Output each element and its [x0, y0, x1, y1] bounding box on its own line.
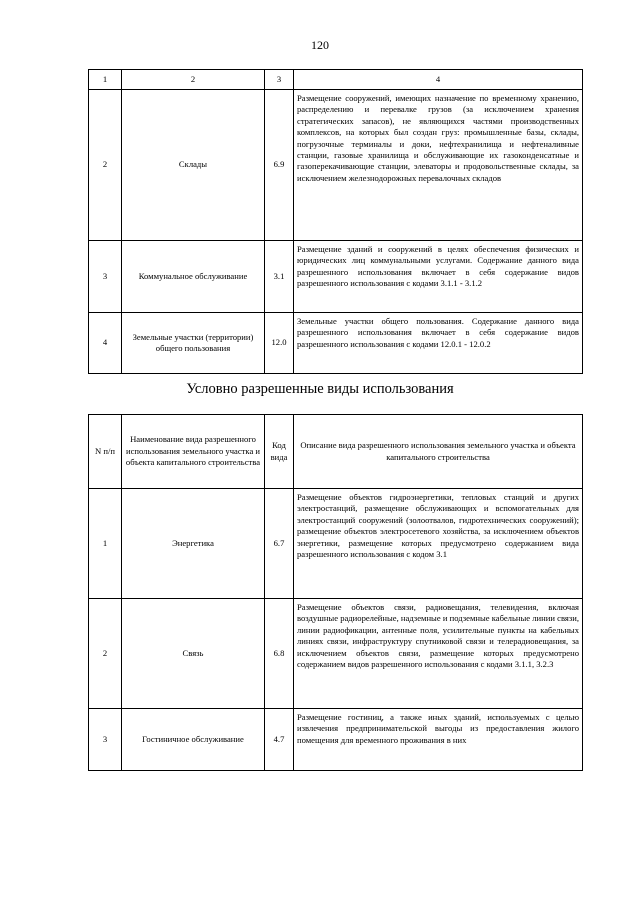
conditionally-permitted-uses-table	[88, 414, 583, 771]
use-type-description: Земельные участки общего пользования. Содержание данного вида разрешенного использования включает в себя содержание видов разрешенного использования с кодами 12.0.1 - 12.0.2	[294, 313, 583, 374]
use-type-name: Энергетика	[122, 489, 265, 599]
table-row	[89, 709, 583, 771]
use-type-code: 6.9	[265, 90, 294, 241]
use-type-code: 3.1	[265, 241, 294, 313]
section-heading: Условно разрешенные виды использования	[186, 381, 454, 397]
table-row	[89, 90, 583, 241]
header-cell-4: 4	[294, 70, 583, 90]
use-type-description: Размещение объектов гидроэнергетики, тепловых станций и других электростанций, размещение обслуживающих и вспомогательных для электростанций сооружений (золоотвалов, гидротехнических сооружений); размещение объектов электросетевого хозяйства, за исключением объектов энергетики, размещение которых предусмотрено содержанием вида разрешенного использования с кодом 3.1	[294, 489, 583, 599]
use-type-description: Размещение зданий и сооружений в целях обеспечения физических и юридических лиц коммунальными услугами. Содержание данного вида разрешенного использования включает в себя содержание видов разрешенного использования с кодами 3.1.1 - 3.1.2	[294, 241, 583, 313]
permitted-uses-table-continued	[88, 69, 583, 374]
table-row	[89, 599, 583, 709]
use-type-name: Склады	[122, 90, 265, 241]
row-number: 3	[89, 709, 122, 771]
use-type-description: Размещение гостиниц, а также иных зданий, используемых с целью извлечения предпринимательской выгоды из предоставления жилого помещения для временного проживания в них	[294, 709, 583, 771]
header-cell-1: 1	[89, 70, 122, 90]
use-type-code: 6.7	[265, 489, 294, 599]
header-cell-3: 3	[265, 70, 294, 90]
row-number: 2	[89, 90, 122, 241]
use-type-name: Гостиничное обслуживание	[122, 709, 265, 771]
table-row	[89, 241, 583, 313]
use-type-code: 4.7	[265, 709, 294, 771]
row-number: 4	[89, 313, 122, 374]
row-number: 3	[89, 241, 122, 313]
header-number: N п/п	[89, 415, 122, 489]
table-row	[89, 489, 583, 599]
table-header-row	[89, 70, 583, 90]
use-type-code: 12.0	[265, 313, 294, 374]
use-type-name: Коммунальное обслуживание	[122, 241, 265, 313]
use-type-name: Связь	[122, 599, 265, 709]
header-description: Описание вида разрешенного использования земельного участка и объекта капитального строительства	[294, 415, 583, 489]
use-type-description: Размещение сооружений, имеющих назначение по временному хранению, распределению и перевалке грузов (за исключением хранения стратегических запасов), не являющихся частями производственных комплексов, на которых был создан груз: промышленные базы, склады, погрузочные терминалы и доки, нефтехранилища и нефтеналивные станции, газовые хранилища и обслуживающие их газоконденсатные и газоперекачивающие станции, элеваторы и продовольственные склады, за исключением железнодорожных перевалочных складов	[294, 90, 583, 241]
page-number: 120	[311, 38, 329, 52]
use-type-name: Земельные участки (территории) общего пользования	[122, 313, 265, 374]
table-row	[89, 313, 583, 374]
use-type-description: Размещение объектов связи, радиовещания, телевидения, включая воздушные радиорелейные, надземные и подземные кабельные линии связи, линии радиофикации, антенные поля, усилительные пункты на кабельных линиях связи, инфраструктуру спутниковой связи и телерадиовещания, за исключением объектов связи, размещение которых предусмотрено содержанием видов разрешенного использования с кодами 3.1.1, 3.2.3	[294, 599, 583, 709]
header-name: Наименование вида разрешенного использования земельного участка и объекта капитального строительства	[122, 415, 265, 489]
row-number: 2	[89, 599, 122, 709]
table-header-row	[89, 415, 583, 489]
use-type-code: 6.8	[265, 599, 294, 709]
header-cell-2: 2	[122, 70, 265, 90]
row-number: 1	[89, 489, 122, 599]
header-code: Код вида	[265, 415, 294, 489]
